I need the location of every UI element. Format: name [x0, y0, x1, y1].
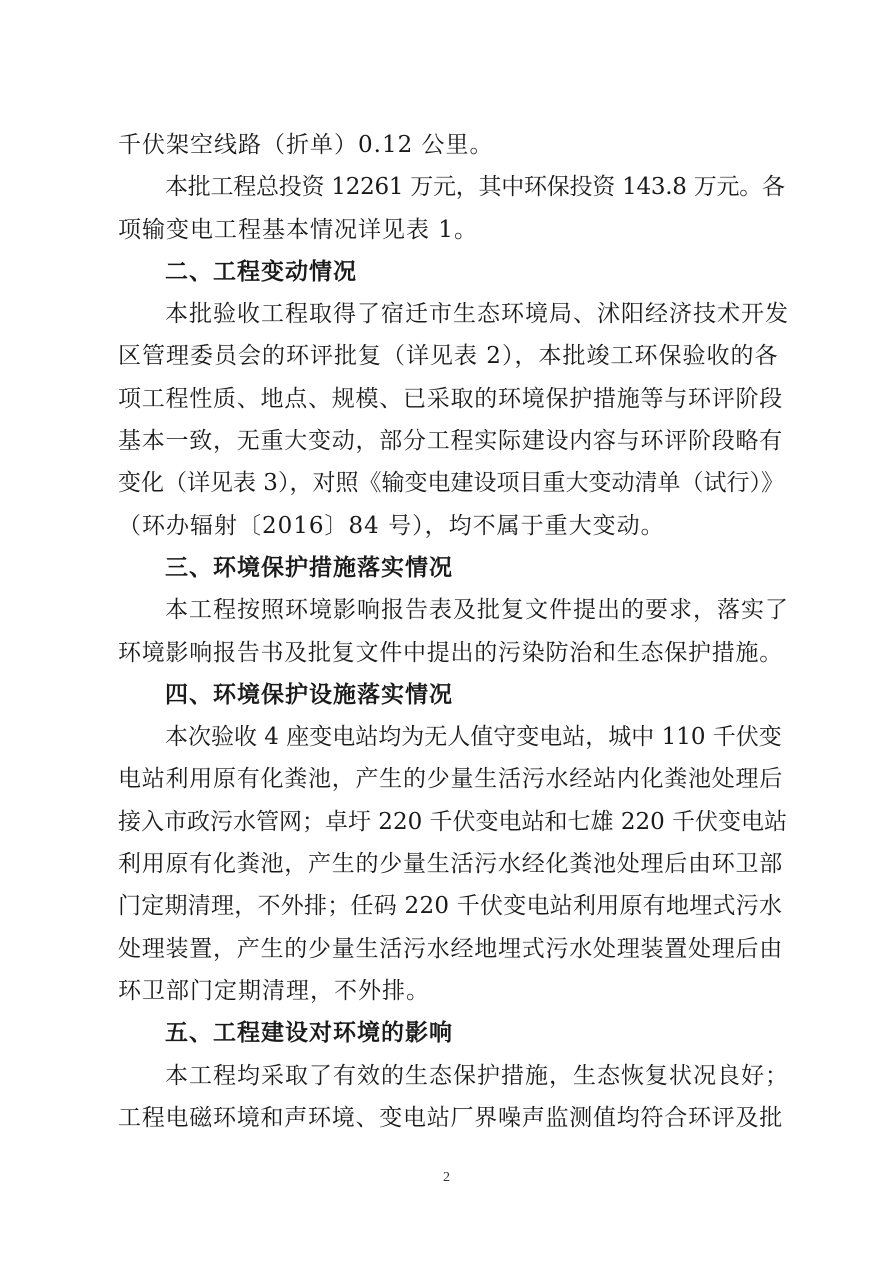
paragraph-line: 利用原有化粪池，产生的少量生活污水经化粪池处理后由环卫部 — [118, 851, 783, 878]
paragraph-line: 变化（详见表 3），对照《输变电建设项目重大变动清单（试行）》 — [118, 470, 784, 497]
paragraph-line: 本工程按照环境影响报告表及批复文件提出的要求，落实了 — [165, 597, 789, 624]
paragraph-line: 本工程均采取了有效的生态保护措施，生态恢复状况良好； — [165, 1062, 789, 1089]
paragraph-line: 环境影响报告书及批复文件中提出的污染防治和生态保护措施。 — [118, 639, 783, 666]
paragraph-line: 基本一致，无重大变动，部分工程实际建设内容与环评阶段略有 — [118, 428, 783, 455]
paragraph-line: 千伏架空线路（折单）0.12 公里。 — [118, 132, 494, 158]
paragraph-line: 接入市政污水管网；卓圩 220 千伏变电站和七雄 220 千伏变电站 — [118, 808, 788, 835]
section-heading: 二、工程变动情况 — [165, 258, 357, 285]
paragraph-line: 本批工程总投资 12261 万元，其中环保投资 143.8 万元。各 — [165, 174, 785, 201]
section-heading: 三、环境保护措施落实情况 — [165, 554, 453, 581]
paragraph-line: 处理装置，产生的少量生活污水经地埋式污水处理装置处理后由 — [118, 935, 783, 962]
section-heading: 四、环境保护设施落实情况 — [165, 681, 453, 708]
paragraph-line: 项工程性质、地点、规模、已采取的环境保护措施等与环评阶段 — [118, 385, 783, 412]
paragraph-line: 工程电磁环境和声环境、变电站厂界噪声监测值均符合环评及批 — [118, 1104, 783, 1131]
paragraph-line: （环办辐射〔2016〕84 号），均不属于重大变动。 — [118, 512, 665, 539]
paragraph-line: 区管理委员会的环评批复（详见表 2），本批竣工环保验收的各 — [118, 343, 779, 370]
section-heading: 五、工程建设对环境的影响 — [165, 1020, 453, 1047]
body-text — [118, 124, 788, 1139]
paragraph-line: 项输变电工程基本情况详见表 1。 — [118, 216, 478, 243]
paragraph-line: 环卫部门定期清理，不外排。 — [118, 977, 430, 1004]
paragraph-line: 门定期清理，不外排；任码 220 千伏变电站利用原有地埋式污水 — [118, 893, 783, 920]
paragraph-line: 本次验收 4 座变电站均为无人值守变电站，城中 110 千伏变 — [165, 724, 782, 751]
page-number: 2 — [443, 1170, 450, 1185]
paragraph-line: 本批验收工程取得了宿迁市生态环境局、沭阳经济技术开发 — [165, 301, 789, 328]
paragraph-line: 电站利用原有化粪池，产生的少量生活污水经站内化粪池处理后 — [118, 766, 783, 793]
